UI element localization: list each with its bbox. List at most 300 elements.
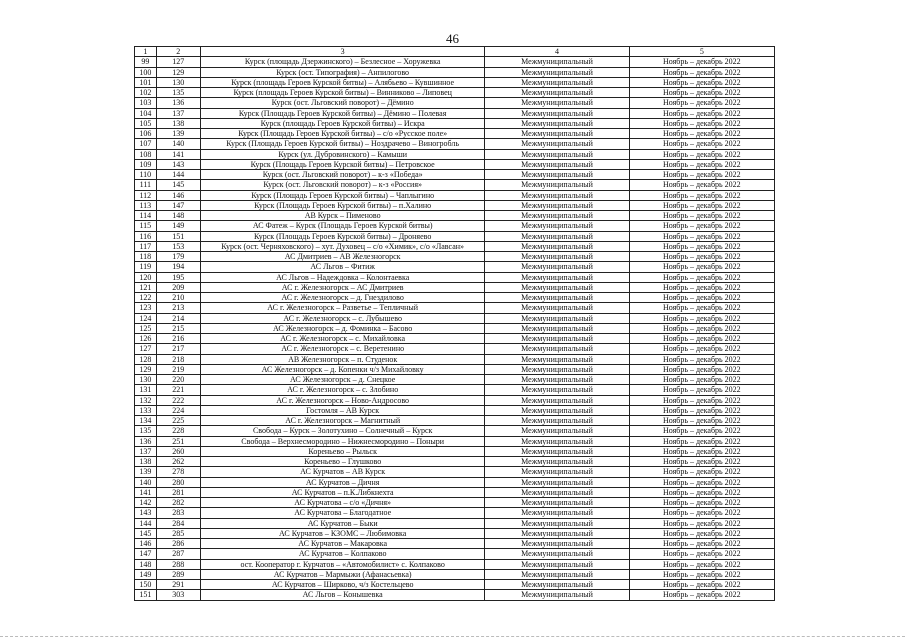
route-number-cell: 153: [156, 241, 200, 251]
route-number-cell: 127: [156, 57, 200, 67]
row-number-cell: 102: [135, 88, 157, 98]
period-cell: Ноябрь – декабрь 2022: [629, 303, 774, 313]
route-number-cell: 287: [156, 549, 200, 559]
period-cell: Ноябрь – декабрь 2022: [629, 231, 774, 241]
route-number-cell: 144: [156, 170, 200, 180]
table-row: [135, 580, 775, 590]
row-number-cell: 113: [135, 200, 157, 210]
route-type-cell: Межмуниципальный: [485, 375, 629, 385]
table-row: [135, 518, 775, 528]
row-number-cell: 111: [135, 180, 157, 190]
column-header: 4: [485, 47, 629, 57]
route-name-cell: Свобода – Верхнесмородино – Нижнесмородино – Поныри: [200, 436, 484, 446]
route-name-cell: АС г. Железногорск – Разветье – Тепличный: [200, 303, 484, 313]
route-number-cell: 260: [156, 446, 200, 456]
route-number-cell: 130: [156, 77, 200, 87]
route-name-cell: ост. Кооператор г. Курчатов – «Автомобилист» с. Колпаково: [200, 559, 484, 569]
route-type-cell: Межмуниципальный: [485, 405, 629, 415]
row-number-cell: 138: [135, 457, 157, 467]
period-cell: Ноябрь – декабрь 2022: [629, 446, 774, 456]
route-name-cell: АС г. Железногорск – с. Веретенино: [200, 344, 484, 354]
route-name-cell: АС Курчатов – Колпаково: [200, 549, 484, 559]
route-number-cell: 140: [156, 139, 200, 149]
route-name-cell: АС Железногорск – д. Фоминка – Басово: [200, 323, 484, 333]
table-row: [135, 426, 775, 436]
route-number-cell: 214: [156, 313, 200, 323]
route-name-cell: АС Курчатов – АВ Курск: [200, 467, 484, 477]
row-number-cell: 134: [135, 416, 157, 426]
route-number-cell: 221: [156, 385, 200, 395]
table-header-row: [135, 47, 775, 57]
table-row: [135, 487, 775, 497]
period-cell: Ноябрь – декабрь 2022: [629, 487, 774, 497]
route-type-cell: Межмуниципальный: [485, 159, 629, 169]
route-name-cell: АС Фатеж – Курск (Площадь Героев Курской битвы): [200, 221, 484, 231]
row-number-cell: 107: [135, 139, 157, 149]
table-row: [135, 457, 775, 467]
route-type-cell: Межмуниципальный: [485, 272, 629, 282]
period-cell: Ноябрь – декабрь 2022: [629, 590, 774, 600]
column-header: 3: [200, 47, 484, 57]
table-row: [135, 467, 775, 477]
period-cell: Ноябрь – декабрь 2022: [629, 436, 774, 446]
route-name-cell: АС Курчатова – с/о «Дичня»: [200, 498, 484, 508]
period-cell: Ноябрь – декабрь 2022: [629, 67, 774, 77]
route-number-cell: 209: [156, 282, 200, 292]
column-header: 1: [135, 47, 157, 57]
route-name-cell: АС г. Железногорск – д. Гнездилово: [200, 293, 484, 303]
route-name-cell: АС Курчатов – Мармыжи (Афанасьевка): [200, 569, 484, 579]
route-type-cell: Межмуниципальный: [485, 539, 629, 549]
table-row: [135, 375, 775, 385]
route-type-cell: Межмуниципальный: [485, 149, 629, 159]
table-row: [135, 498, 775, 508]
period-cell: Ноябрь – декабрь 2022: [629, 498, 774, 508]
row-number-cell: 132: [135, 395, 157, 405]
row-number-cell: 121: [135, 282, 157, 292]
table-row: [135, 170, 775, 180]
route-type-cell: Межмуниципальный: [485, 139, 629, 149]
route-type-cell: Межмуниципальный: [485, 282, 629, 292]
row-number-cell: 125: [135, 323, 157, 333]
route-name-cell: АС г. Железногорск – с. Злобино: [200, 385, 484, 395]
row-number-cell: 145: [135, 528, 157, 538]
route-type-cell: Межмуниципальный: [485, 180, 629, 190]
table-row: [135, 159, 775, 169]
period-cell: Ноябрь – декабрь 2022: [629, 405, 774, 415]
period-cell: Ноябрь – декабрь 2022: [629, 518, 774, 528]
period-cell: Ноябрь – декабрь 2022: [629, 344, 774, 354]
route-number-cell: 283: [156, 508, 200, 518]
route-type-cell: Межмуниципальный: [485, 252, 629, 262]
row-number-cell: 150: [135, 580, 157, 590]
table-row: [135, 252, 775, 262]
table-row: [135, 241, 775, 251]
table-row: [135, 272, 775, 282]
route-number-cell: 220: [156, 375, 200, 385]
route-name-cell: АС г. Железногорск – Ново-Андросово: [200, 395, 484, 405]
route-type-cell: Межмуниципальный: [485, 395, 629, 405]
row-number-cell: 105: [135, 118, 157, 128]
route-name-cell: Курск (площадь Героев Курской битвы) – Винниково – Липовец: [200, 88, 484, 98]
period-cell: Ноябрь – декабрь 2022: [629, 211, 774, 221]
table-row: [135, 364, 775, 374]
row-number-cell: 115: [135, 221, 157, 231]
table-row: [135, 282, 775, 292]
route-number-cell: 129: [156, 67, 200, 77]
route-name-cell: Курск (Площадь Героев Курской битвы) – с/о «Русское поле»: [200, 129, 484, 139]
route-type-cell: Межмуниципальный: [485, 170, 629, 180]
row-number-cell: 133: [135, 405, 157, 415]
period-cell: Ноябрь – декабрь 2022: [629, 426, 774, 436]
row-number-cell: 123: [135, 303, 157, 313]
row-number-cell: 106: [135, 129, 157, 139]
table-row: [135, 129, 775, 139]
table-row: [135, 323, 775, 333]
row-number-cell: 127: [135, 344, 157, 354]
route-name-cell: Кореньево – Рыльск: [200, 446, 484, 456]
table-row: [135, 549, 775, 559]
row-number-cell: 117: [135, 241, 157, 251]
route-name-cell: Свобода – Курск – Золотухино – Солнечный – Курск: [200, 426, 484, 436]
route-name-cell: Курск (Площадь Героев Курской битвы) – Дроняево: [200, 231, 484, 241]
route-name-cell: Курск (Площадь Героев Курской битвы) – Петровское: [200, 159, 484, 169]
route-type-cell: Межмуниципальный: [485, 354, 629, 364]
row-number-cell: 147: [135, 549, 157, 559]
route-type-cell: Межмуниципальный: [485, 467, 629, 477]
route-number-cell: 213: [156, 303, 200, 313]
routes-table: [134, 46, 775, 601]
route-number-cell: 136: [156, 98, 200, 108]
row-number-cell: 149: [135, 569, 157, 579]
period-cell: Ноябрь – декабрь 2022: [629, 190, 774, 200]
route-number-cell: 145: [156, 180, 200, 190]
period-cell: Ноябрь – декабрь 2022: [629, 293, 774, 303]
table-row: [135, 88, 775, 98]
route-name-cell: Курск (площадь Дзержинского) – Безлесное – Хоружевка: [200, 57, 484, 67]
period-cell: Ноябрь – декабрь 2022: [629, 98, 774, 108]
row-number-cell: 141: [135, 487, 157, 497]
route-type-cell: Межмуниципальный: [485, 129, 629, 139]
route-number-cell: 194: [156, 262, 200, 272]
period-cell: Ноябрь – декабрь 2022: [629, 252, 774, 262]
period-cell: Ноябрь – декабрь 2022: [629, 88, 774, 98]
route-name-cell: АС Льгов – Конышевка: [200, 590, 484, 600]
route-name-cell: АВ Железногорск – п. Студенок: [200, 354, 484, 364]
row-number-cell: 135: [135, 426, 157, 436]
route-number-cell: 135: [156, 88, 200, 98]
row-number-cell: 122: [135, 293, 157, 303]
period-cell: Ноябрь – декабрь 2022: [629, 313, 774, 323]
period-cell: Ноябрь – декабрь 2022: [629, 549, 774, 559]
table-row: [135, 559, 775, 569]
route-name-cell: Курск (площадь Героев Курской битвы) – Искра: [200, 118, 484, 128]
route-name-cell: Кореньево – Глушково: [200, 457, 484, 467]
route-type-cell: Межмуниципальный: [485, 569, 629, 579]
table-row: [135, 446, 775, 456]
table-row: [135, 77, 775, 87]
period-cell: Ноябрь – декабрь 2022: [629, 323, 774, 333]
route-type-cell: Межмуниципальный: [485, 344, 629, 354]
route-name-cell: Курск (Площадь Героев Курской битвы) – Чаплыгино: [200, 190, 484, 200]
row-number-cell: 118: [135, 252, 157, 262]
route-name-cell: Курск (ост. Льговский поворот) – Дёмино: [200, 98, 484, 108]
route-type-cell: Межмуниципальный: [485, 446, 629, 456]
route-number-cell: 251: [156, 436, 200, 446]
route-number-cell: 288: [156, 559, 200, 569]
route-type-cell: Межмуниципальный: [485, 385, 629, 395]
table-row: [135, 385, 775, 395]
route-name-cell: АВ Курск – Пименово: [200, 211, 484, 221]
table-row: [135, 108, 775, 118]
route-name-cell: АС Курчатов – Быки: [200, 518, 484, 528]
table-row: [135, 190, 775, 200]
table-row: [135, 57, 775, 67]
route-name-cell: АС Льгов – Фитиж: [200, 262, 484, 272]
route-number-cell: 210: [156, 293, 200, 303]
period-cell: Ноябрь – декабрь 2022: [629, 334, 774, 344]
row-number-cell: 101: [135, 77, 157, 87]
route-name-cell: АС Железногорск – д. Копенки ч/з Михайловку: [200, 364, 484, 374]
route-type-cell: Межмуниципальный: [485, 313, 629, 323]
route-type-cell: Межмуниципальный: [485, 416, 629, 426]
route-name-cell: Курск (ул. Дубровинского) – Камыши: [200, 149, 484, 159]
route-number-cell: 217: [156, 344, 200, 354]
table-row: [135, 334, 775, 344]
period-cell: Ноябрь – декабрь 2022: [629, 528, 774, 538]
table-row: [135, 149, 775, 159]
route-type-cell: Межмуниципальный: [485, 436, 629, 446]
row-number-cell: 143: [135, 508, 157, 518]
route-type-cell: Межмуниципальный: [485, 457, 629, 467]
period-cell: Ноябрь – декабрь 2022: [629, 149, 774, 159]
route-name-cell: Курск (ост. Льговский поворот) – к-з «Победа»: [200, 170, 484, 180]
row-number-cell: 146: [135, 539, 157, 549]
period-cell: Ноябрь – декабрь 2022: [629, 375, 774, 385]
route-name-cell: Курск (Площадь Героев Курской битвы) – п.Халино: [200, 200, 484, 210]
row-number-cell: 144: [135, 518, 157, 528]
table-row: [135, 528, 775, 538]
route-name-cell: АС г. Железногорск – АС Дмитриев: [200, 282, 484, 292]
route-name-cell: Гостомля – АВ Курск: [200, 405, 484, 415]
route-name-cell: АС Курчатов – Ширково, ч/з Костельцево: [200, 580, 484, 590]
route-number-cell: 216: [156, 334, 200, 344]
route-type-cell: Межмуниципальный: [485, 211, 629, 221]
route-type-cell: Межмуниципальный: [485, 549, 629, 559]
period-cell: Ноябрь – декабрь 2022: [629, 385, 774, 395]
route-number-cell: 303: [156, 590, 200, 600]
route-type-cell: Межмуниципальный: [485, 262, 629, 272]
route-type-cell: Межмуниципальный: [485, 293, 629, 303]
table-row: [135, 436, 775, 446]
period-cell: Ноябрь – декабрь 2022: [629, 170, 774, 180]
route-number-cell: 291: [156, 580, 200, 590]
period-cell: Ноябрь – декабрь 2022: [629, 118, 774, 128]
table-row: [135, 590, 775, 600]
route-number-cell: 285: [156, 528, 200, 538]
period-cell: Ноябрь – декабрь 2022: [629, 159, 774, 169]
route-number-cell: 218: [156, 354, 200, 364]
row-number-cell: 116: [135, 231, 157, 241]
column-header: 2: [156, 47, 200, 57]
table-row: [135, 200, 775, 210]
route-number-cell: 137: [156, 108, 200, 118]
route-type-cell: Межмуниципальный: [485, 518, 629, 528]
route-name-cell: Курск (Площадь Героев Курской битвы) – Дёмино – Полевая: [200, 108, 484, 118]
route-name-cell: АС г. Железногорск – с. Михайловка: [200, 334, 484, 344]
route-number-cell: 219: [156, 364, 200, 374]
route-number-cell: 282: [156, 498, 200, 508]
row-number-cell: 130: [135, 375, 157, 385]
row-number-cell: 137: [135, 446, 157, 456]
row-number-cell: 119: [135, 262, 157, 272]
period-cell: Ноябрь – декабрь 2022: [629, 559, 774, 569]
row-number-cell: 136: [135, 436, 157, 446]
route-name-cell: АС Дмитриев – АВ Железногорск: [200, 252, 484, 262]
route-type-cell: Межмуниципальный: [485, 323, 629, 333]
route-number-cell: 225: [156, 416, 200, 426]
page-number: 46: [446, 31, 459, 46]
route-number-cell: 195: [156, 272, 200, 282]
period-cell: Ноябрь – декабрь 2022: [629, 129, 774, 139]
table-row: [135, 180, 775, 190]
period-cell: Ноябрь – декабрь 2022: [629, 508, 774, 518]
table-row: [135, 477, 775, 487]
table-row: [135, 293, 775, 303]
period-cell: Ноябрь – декабрь 2022: [629, 262, 774, 272]
route-number-cell: 278: [156, 467, 200, 477]
route-name-cell: АС Курчатов – Макаровка: [200, 539, 484, 549]
row-number-cell: 142: [135, 498, 157, 508]
route-name-cell: Курск (Площадь Героев Курской битвы) – Ноздрачево – Виногробль: [200, 139, 484, 149]
route-type-cell: Межмуниципальный: [485, 221, 629, 231]
route-number-cell: 222: [156, 395, 200, 405]
route-type-cell: Межмуниципальный: [485, 426, 629, 436]
page-bottom-edge: [0, 636, 905, 638]
period-cell: Ноябрь – декабрь 2022: [629, 108, 774, 118]
table-row: [135, 569, 775, 579]
row-number-cell: 148: [135, 559, 157, 569]
period-cell: Ноябрь – декабрь 2022: [629, 77, 774, 87]
table-row: [135, 354, 775, 364]
route-name-cell: АС Курчатова – Благодатное: [200, 508, 484, 518]
route-number-cell: 281: [156, 487, 200, 497]
table-row: [135, 344, 775, 354]
period-cell: Ноябрь – декабрь 2022: [629, 467, 774, 477]
row-number-cell: 114: [135, 211, 157, 221]
route-number-cell: 280: [156, 477, 200, 487]
route-type-cell: Межмуниципальный: [485, 77, 629, 87]
route-type-cell: Межмуниципальный: [485, 88, 629, 98]
table-row: [135, 231, 775, 241]
table-row: [135, 405, 775, 415]
route-number-cell: 289: [156, 569, 200, 579]
route-number-cell: 147: [156, 200, 200, 210]
row-number-cell: 109: [135, 159, 157, 169]
table-row: [135, 303, 775, 313]
route-number-cell: 286: [156, 539, 200, 549]
route-number-cell: 141: [156, 149, 200, 159]
column-header: 5: [629, 47, 774, 57]
route-number-cell: 143: [156, 159, 200, 169]
table-row: [135, 98, 775, 108]
table-row: [135, 221, 775, 231]
route-type-cell: Межмуниципальный: [485, 590, 629, 600]
route-type-cell: Межмуниципальный: [485, 108, 629, 118]
table-row: [135, 118, 775, 128]
route-type-cell: Межмуниципальный: [485, 231, 629, 241]
route-type-cell: Межмуниципальный: [485, 67, 629, 77]
route-number-cell: 228: [156, 426, 200, 436]
route-type-cell: Межмуниципальный: [485, 498, 629, 508]
route-name-cell: АС Курчатов – п.К.Либкнехта: [200, 487, 484, 497]
route-type-cell: Межмуниципальный: [485, 364, 629, 374]
route-name-cell: Курск (ост. Черняховского) – хут. Духовец – с/о «Химик», с/о «Лавсан»: [200, 241, 484, 251]
row-number-cell: 108: [135, 149, 157, 159]
row-number-cell: 129: [135, 364, 157, 374]
route-name-cell: АС Курчатов – КЗОМС – Любимовка: [200, 528, 484, 538]
row-number-cell: 131: [135, 385, 157, 395]
route-type-cell: Межмуниципальный: [485, 334, 629, 344]
route-number-cell: 139: [156, 129, 200, 139]
route-number-cell: 224: [156, 405, 200, 415]
route-number-cell: 284: [156, 518, 200, 528]
row-number-cell: 104: [135, 108, 157, 118]
table-row: [135, 67, 775, 77]
row-number-cell: 126: [135, 334, 157, 344]
route-type-cell: Межмуниципальный: [485, 190, 629, 200]
route-type-cell: Межмуниципальный: [485, 303, 629, 313]
period-cell: Ноябрь – декабрь 2022: [629, 282, 774, 292]
period-cell: Ноябрь – декабрь 2022: [629, 539, 774, 549]
row-number-cell: 128: [135, 354, 157, 364]
row-number-cell: 124: [135, 313, 157, 323]
route-type-cell: Межмуниципальный: [485, 200, 629, 210]
route-type-cell: Межмуниципальный: [485, 241, 629, 251]
route-type-cell: Межмуниципальный: [485, 118, 629, 128]
period-cell: Ноябрь – декабрь 2022: [629, 416, 774, 426]
table-row: [135, 139, 775, 149]
route-name-cell: АС Льгов – Надеждовка – Колонтаевка: [200, 272, 484, 282]
route-type-cell: Межмуниципальный: [485, 98, 629, 108]
row-number-cell: 103: [135, 98, 157, 108]
table-row: [135, 395, 775, 405]
period-cell: Ноябрь – декабрь 2022: [629, 139, 774, 149]
route-type-cell: Межмуниципальный: [485, 528, 629, 538]
route-name-cell: АС Железногорск – д. Снецкое: [200, 375, 484, 385]
period-cell: Ноябрь – декабрь 2022: [629, 200, 774, 210]
period-cell: Ноябрь – декабрь 2022: [629, 364, 774, 374]
period-cell: Ноябрь – декабрь 2022: [629, 457, 774, 467]
period-cell: Ноябрь – декабрь 2022: [629, 395, 774, 405]
period-cell: Ноябрь – декабрь 2022: [629, 221, 774, 231]
routes-table-body: [135, 47, 775, 601]
route-type-cell: Межмуниципальный: [485, 477, 629, 487]
row-number-cell: 100: [135, 67, 157, 77]
route-number-cell: 179: [156, 252, 200, 262]
table-row: [135, 508, 775, 518]
route-name-cell: Курск (площадь Героев Курской битвы) – Алябьево – Кувшинное: [200, 77, 484, 87]
route-number-cell: 215: [156, 323, 200, 333]
row-number-cell: 151: [135, 590, 157, 600]
route-number-cell: 138: [156, 118, 200, 128]
route-number-cell: 146: [156, 190, 200, 200]
period-cell: Ноябрь – декабрь 2022: [629, 241, 774, 251]
route-type-cell: Межмуниципальный: [485, 508, 629, 518]
row-number-cell: 139: [135, 467, 157, 477]
period-cell: Ноябрь – декабрь 2022: [629, 354, 774, 364]
table-row: [135, 262, 775, 272]
